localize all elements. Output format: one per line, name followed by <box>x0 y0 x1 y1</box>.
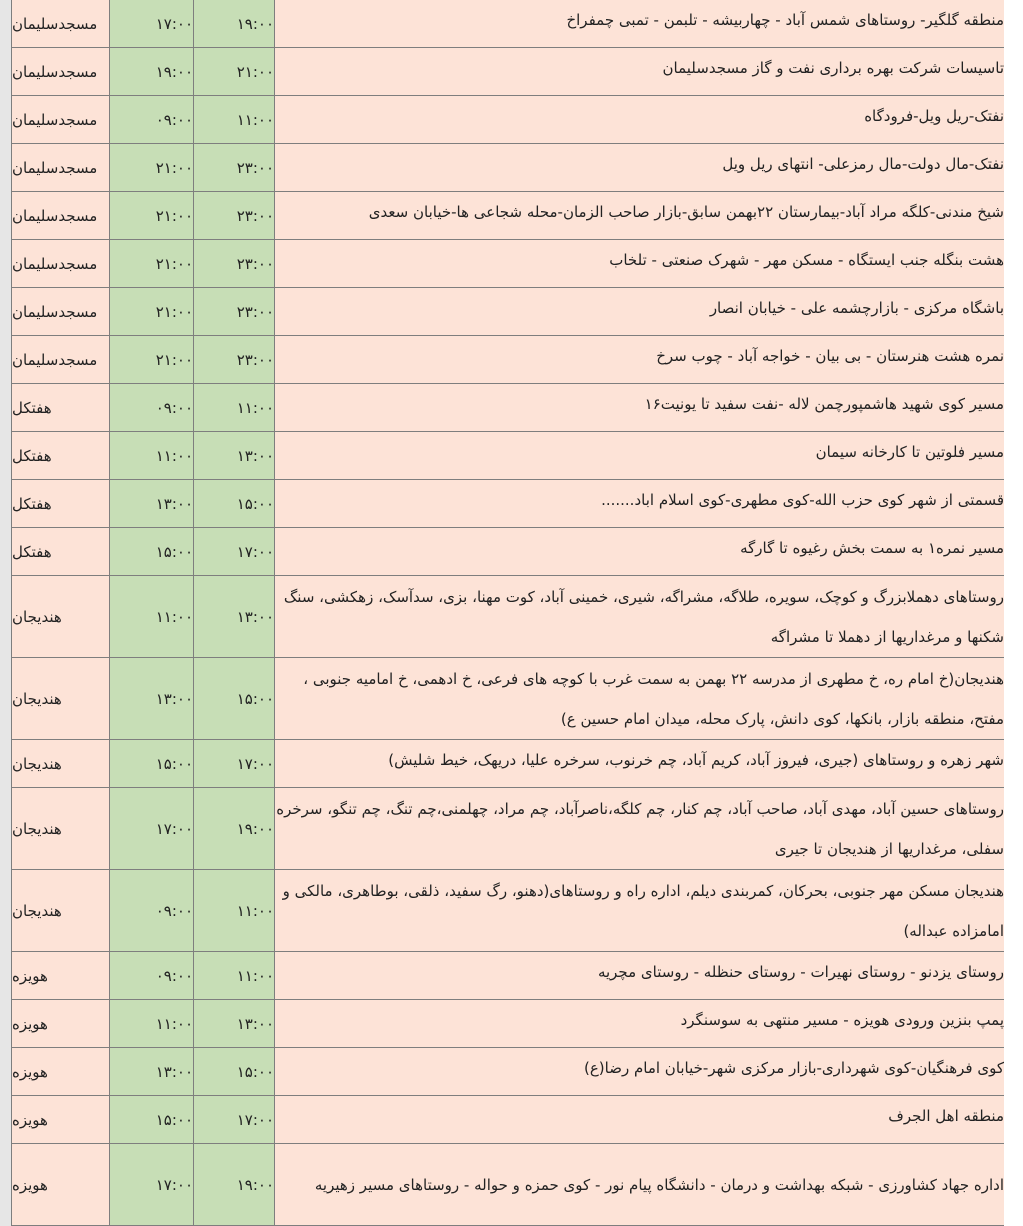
city-cell: مسجدسلیمان <box>12 48 110 96</box>
start-time-cell: ۱۷:۰۰ <box>110 1144 194 1226</box>
table-row <box>12 1000 1005 1048</box>
start-time-cell: ۰۹:۰۰ <box>110 952 194 1000</box>
end-time-cell: ۱۹:۰۰ <box>194 788 275 870</box>
start-time-cell: ۱۷:۰۰ <box>110 788 194 870</box>
city-cell: مسجدسلیمان <box>12 288 110 336</box>
city-cell: هفتکل <box>12 432 110 480</box>
area-cell: پمپ بنزین ورودی هویزه - مسیر منتهی به سوسنگرد <box>275 1000 1005 1048</box>
table-body <box>12 0 1005 1226</box>
city-cell: هویزه <box>12 1000 110 1048</box>
city-cell: هفتکل <box>12 384 110 432</box>
table-row <box>12 48 1005 96</box>
end-time-cell: ۱۱:۰۰ <box>194 96 275 144</box>
area-cell: روستاهای دهملابزرگ و کوچک، سویره، طلاگه، مشراگه، شیری، خمینی آباد، کوت مهنا، بزی، سدآسک، زهکشی، سنگ شکنها و مرغداریها از دهملا تا مشراگه <box>275 576 1005 658</box>
end-time-cell: ۱۵:۰۰ <box>194 480 275 528</box>
area-cell: شهر زهره و روستاهای (جیری، فیروز آباد، کریم آباد، چم خرنوب، سرخره علیا، دریهک، خیط شلیش) <box>275 740 1005 788</box>
city-cell: هندیجان <box>12 658 110 740</box>
start-time-cell: ۱۱:۰۰ <box>110 576 194 658</box>
area-cell: نمره هشت هنرستان - بی بیان - خواجه آباد - چوب سرخ <box>275 336 1005 384</box>
start-time-cell: ۲۱:۰۰ <box>110 336 194 384</box>
city-cell: هندیجان <box>12 740 110 788</box>
start-time-cell: ۰۹:۰۰ <box>110 96 194 144</box>
area-cell: هشت بنگله جنب ایستگاه - مسکن مهر - شهرک صنعتی - تلخاب <box>275 240 1005 288</box>
end-time-cell: ۱۱:۰۰ <box>194 870 275 952</box>
table-row <box>12 528 1005 576</box>
area-cell: مسیر نمره۱ به سمت بخش رغیوه تا گارگه <box>275 528 1005 576</box>
end-time-cell: ۱۷:۰۰ <box>194 528 275 576</box>
end-time-cell: ۲۱:۰۰ <box>194 48 275 96</box>
table-row <box>12 870 1005 952</box>
area-cell: کوی فرهنگیان-کوی شهرداری-بازار مرکزی شهر-خیابان امام رضا(ع) <box>275 1048 1005 1096</box>
city-cell: هفتکل <box>12 480 110 528</box>
end-time-cell: ۲۳:۰۰ <box>194 144 275 192</box>
table-row <box>12 788 1005 870</box>
start-time-cell: ۰۹:۰۰ <box>110 384 194 432</box>
end-time-cell: ۱۱:۰۰ <box>194 952 275 1000</box>
area-cell: باشگاه مرکزی - بازارچشمه علی - خیابان انصار <box>275 288 1005 336</box>
table-row <box>12 952 1005 1000</box>
table-row <box>12 1144 1005 1226</box>
table-row <box>12 96 1005 144</box>
city-cell: مسجدسلیمان <box>12 336 110 384</box>
city-cell: هندیجان <box>12 576 110 658</box>
start-time-cell: ۱۵:۰۰ <box>110 528 194 576</box>
power-outage-schedule-table <box>11 0 1005 1226</box>
start-time-cell: ۲۱:۰۰ <box>110 240 194 288</box>
table-row <box>12 740 1005 788</box>
table-row <box>12 384 1005 432</box>
city-cell: هویزه <box>12 952 110 1000</box>
end-time-cell: ۱۹:۰۰ <box>194 1144 275 1226</box>
end-time-cell: ۱۷:۰۰ <box>194 740 275 788</box>
table-row <box>12 144 1005 192</box>
start-time-cell: ۱۵:۰۰ <box>110 740 194 788</box>
area-cell: مسیر فلوتین تا کارخانه سیمان <box>275 432 1005 480</box>
city-cell: هندیجان <box>12 788 110 870</box>
start-time-cell: ۱۱:۰۰ <box>110 432 194 480</box>
area-cell: شیخ مندنی-کلگه مراد آباد-بیمارستان ۲۲بهمن سابق-بازار صاحب الزمان-محله شجاعی ها-خیابان سعدی <box>275 192 1005 240</box>
right-margin <box>1004 0 1023 1226</box>
end-time-cell: ۱۵:۰۰ <box>194 658 275 740</box>
start-time-cell: ۱۳:۰۰ <box>110 658 194 740</box>
start-time-cell: ۲۱:۰۰ <box>110 192 194 240</box>
city-cell: مسجدسلیمان <box>12 192 110 240</box>
start-time-cell: ۲۱:۰۰ <box>110 288 194 336</box>
end-time-cell: ۲۳:۰۰ <box>194 288 275 336</box>
area-cell: هندیجان مسکن مهر جنوبی، بحرکان، کمربندی دیلم، اداره راه و روستاهای(دهنو، رگ سفید، ذلقی، بوطاهری، مالکی و امامزاده عبداله) <box>275 870 1005 952</box>
end-time-cell: ۲۳:۰۰ <box>194 192 275 240</box>
table-row <box>12 240 1005 288</box>
area-cell: قسمتی از شهر کوی حزب الله-کوی مطهری-کوی اسلام اباد....... <box>275 480 1005 528</box>
city-cell: هویزه <box>12 1048 110 1096</box>
city-cell: مسجدسلیمان <box>12 96 110 144</box>
start-time-cell: ۱۹:۰۰ <box>110 48 194 96</box>
city-cell: مسجدسلیمان <box>12 144 110 192</box>
end-time-cell: ۱۵:۰۰ <box>194 1048 275 1096</box>
area-cell: نفتک-ریل ویل-فرودگاه <box>275 96 1005 144</box>
table-row <box>12 1096 1005 1144</box>
area-cell: نفتک-مال دولت-مال رمزعلی- انتهای ریل ویل <box>275 144 1005 192</box>
end-time-cell: ۲۳:۰۰ <box>194 240 275 288</box>
end-time-cell: ۲۳:۰۰ <box>194 336 275 384</box>
start-time-cell: ۱۱:۰۰ <box>110 1000 194 1048</box>
area-cell: روستای یزدنو - روستای نهیرات - روستای حنظله - روستای مچریه <box>275 952 1005 1000</box>
city-cell: مسجدسلیمان <box>12 240 110 288</box>
table-row <box>12 1048 1005 1096</box>
table-row <box>12 432 1005 480</box>
table-row <box>12 480 1005 528</box>
end-time-cell: ۱۹:۰۰ <box>194 0 275 48</box>
end-time-cell: ۱۳:۰۰ <box>194 576 275 658</box>
table-row <box>12 576 1005 658</box>
end-time-cell: ۱۳:۰۰ <box>194 1000 275 1048</box>
area-cell: منطقه گلگیر- روستاهای شمس آباد - چهاربیشه - تلبمن - تمبی چمفراخ <box>275 0 1005 48</box>
city-cell: هفتکل <box>12 528 110 576</box>
start-time-cell: ۱۳:۰۰ <box>110 1048 194 1096</box>
start-time-cell: ۱۷:۰۰ <box>110 0 194 48</box>
start-time-cell: ۱۳:۰۰ <box>110 480 194 528</box>
table-row <box>12 336 1005 384</box>
end-time-cell: ۱۳:۰۰ <box>194 432 275 480</box>
area-cell: اداره جهاد کشاورزی - شبکه بهداشت و درمان - دانشگاه پیام نور - کوی حمزه و حواله - روستاهای مسیر زهیریه <box>275 1144 1005 1226</box>
table-row <box>12 192 1005 240</box>
city-cell: هویزه <box>12 1144 110 1226</box>
table-row <box>12 0 1005 48</box>
area-cell: منطقه اهل الجرف <box>275 1096 1005 1144</box>
start-time-cell: ۲۱:۰۰ <box>110 144 194 192</box>
area-cell: روستاهای حسین آباد، مهدی آباد، صاحب آباد، چم کنار، چم کلگه،ناصرآباد، چم مراد، چهلمنی،چم تنگ، چم تنگو، سرخره سفلی، مرغداریها از هندیجان تا جیری <box>275 788 1005 870</box>
area-cell: هندیجان(خ امام ره، خ مطهری از مدرسه ۲۲ بهمن به سمت غرب با کوچه های فرعی، خ ادهمی، خ امامیه جنوبی ، مفتح، منطقه بازار، بانکها، کوی دانش، پارک محله، میدان امام حسین ع) <box>275 658 1005 740</box>
start-time-cell: ۱۵:۰۰ <box>110 1096 194 1144</box>
city-cell: مسجدسلیمان <box>12 0 110 48</box>
area-cell: تاسیسات شرکت بهره برداری نفت و گاز مسجدسلیمان <box>275 48 1005 96</box>
end-time-cell: ۱۱:۰۰ <box>194 384 275 432</box>
start-time-cell: ۰۹:۰۰ <box>110 870 194 952</box>
area-cell: مسیر کوی شهید هاشمپورچمن لاله -نفت سفید تا یونیت۱۶ <box>275 384 1005 432</box>
city-cell: هندیجان <box>12 870 110 952</box>
city-cell: هویزه <box>12 1096 110 1144</box>
table-row <box>12 288 1005 336</box>
end-time-cell: ۱۷:۰۰ <box>194 1096 275 1144</box>
table-row <box>12 658 1005 740</box>
